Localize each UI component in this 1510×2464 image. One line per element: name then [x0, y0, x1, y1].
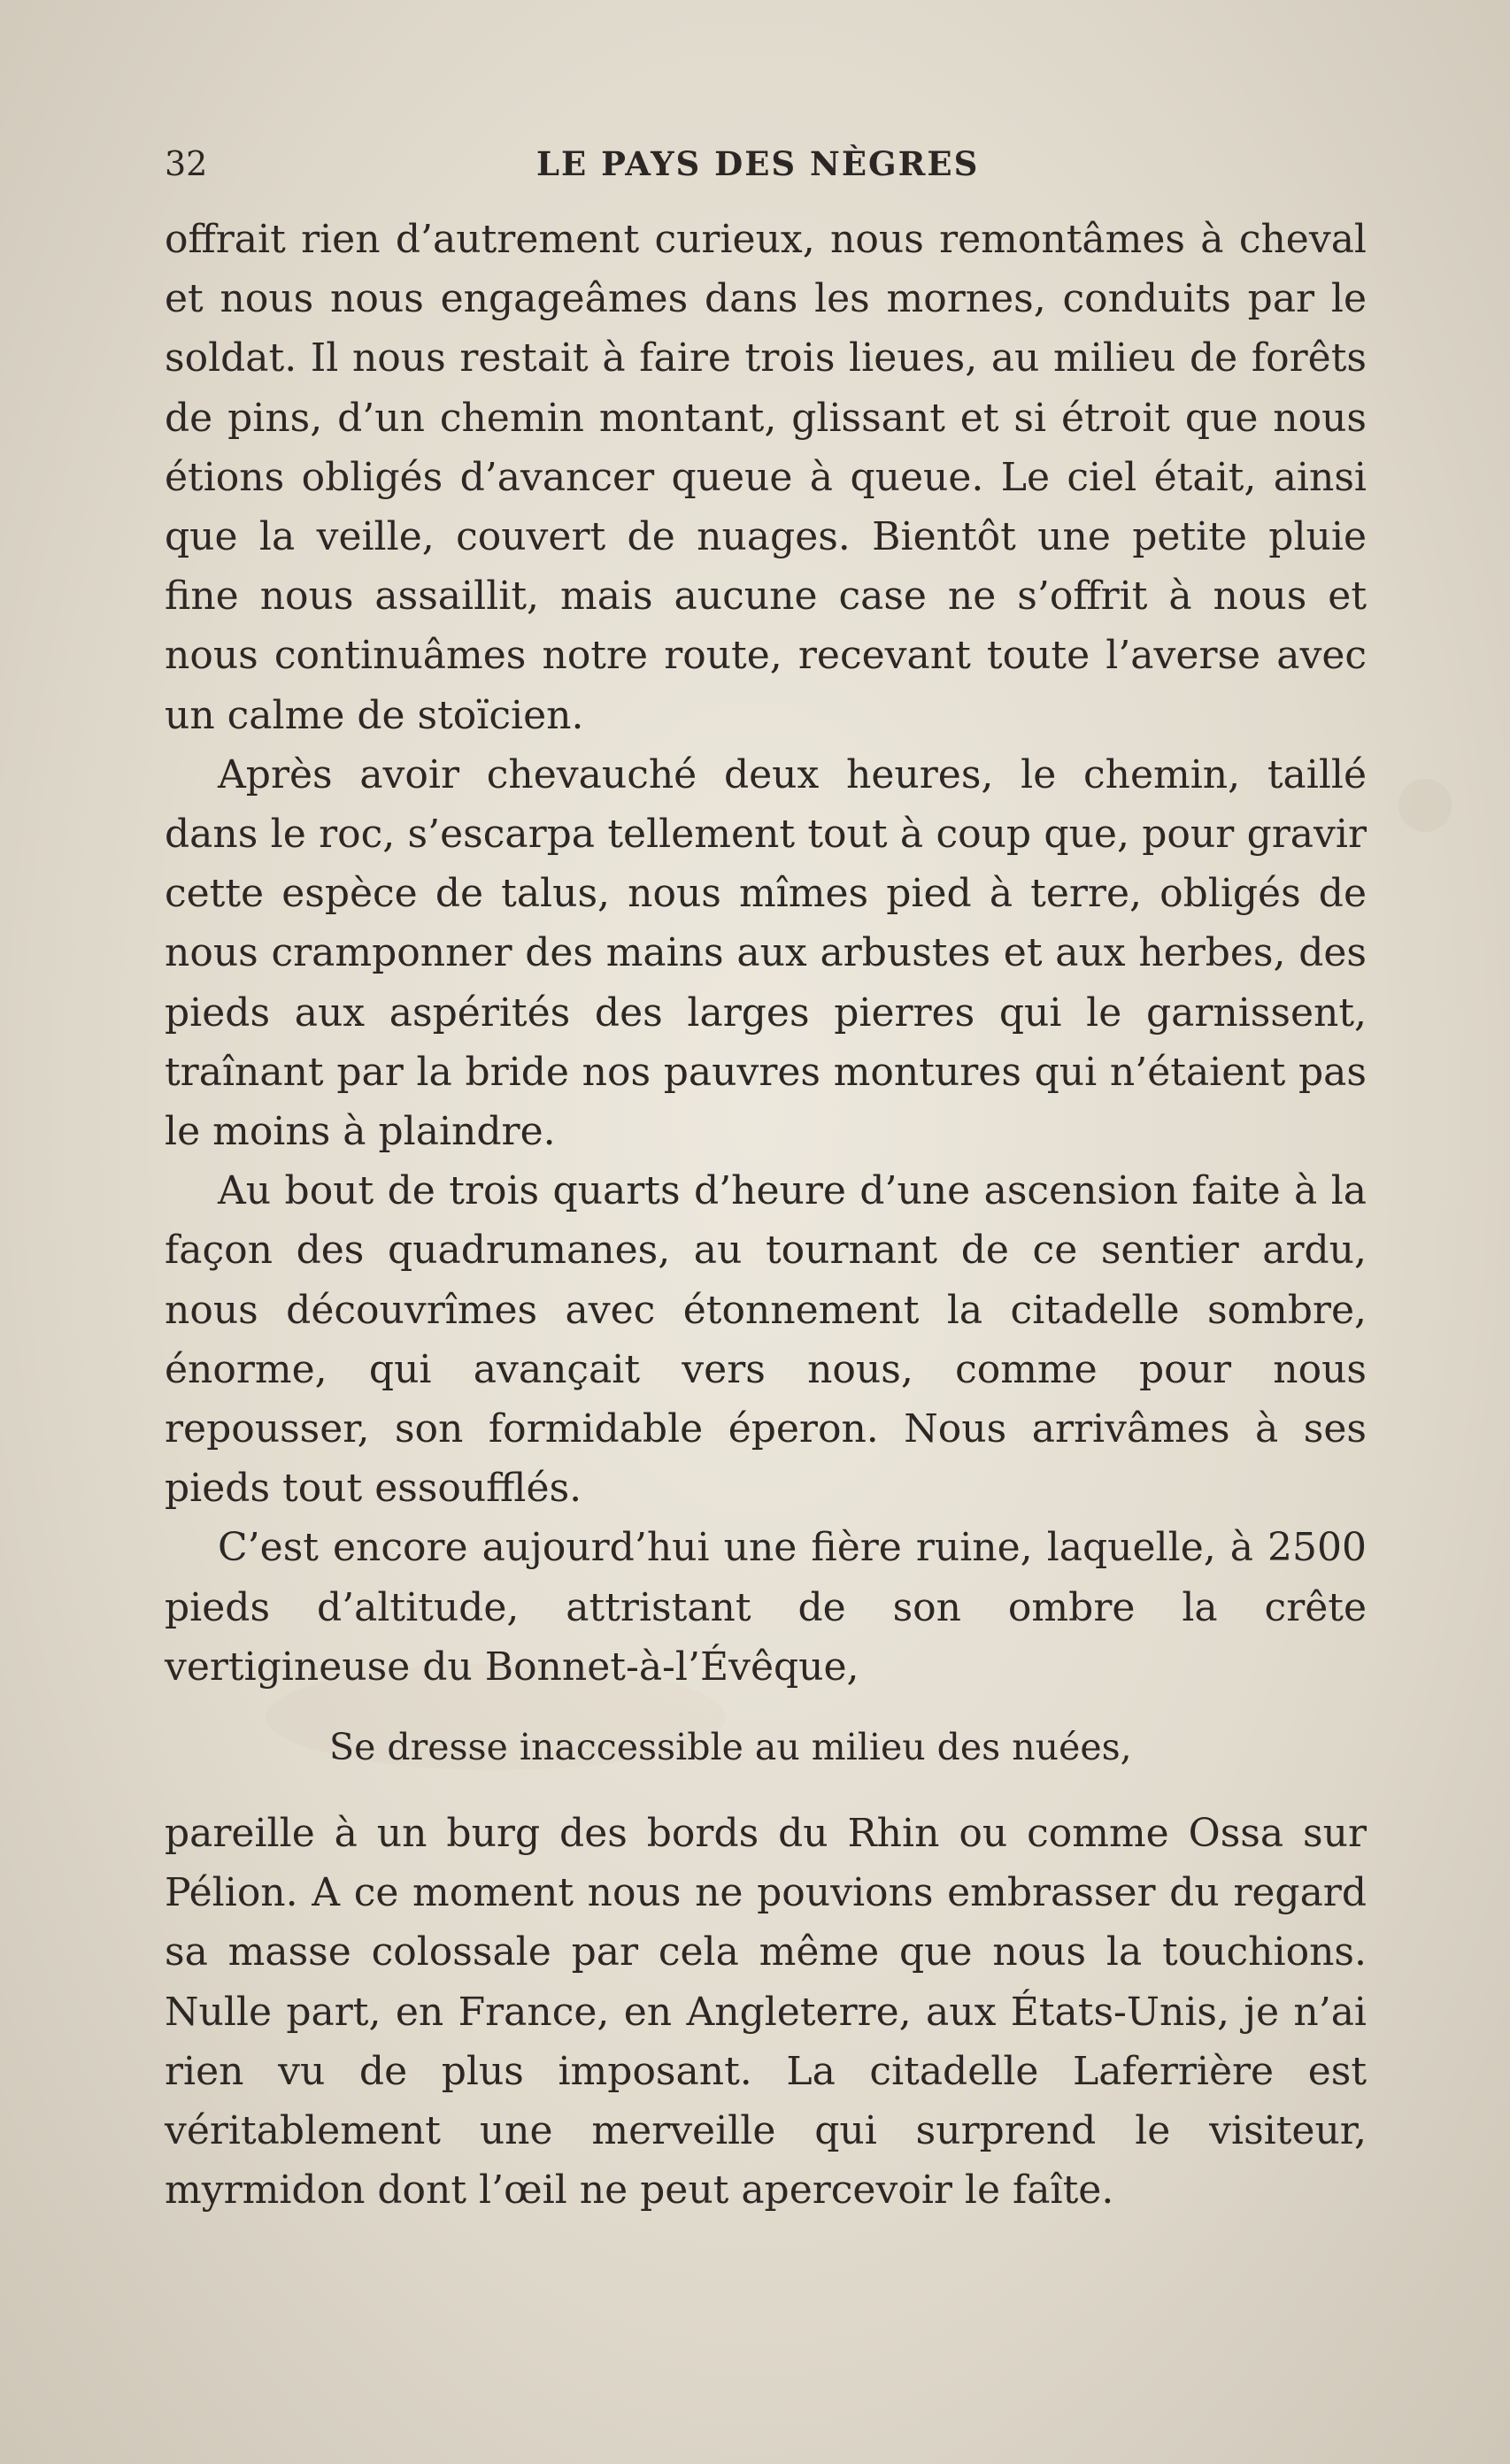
paper-stain	[1398, 779, 1452, 832]
paragraph-1: offrait rien d’autrement curieux, nous remontâmes à cheval et nous nous engageâmes dans les mornes, conduits par le soldat. Il nous restait à faire trois lieues, au milieu de forêts de pins, d’un chemin montant, glissant et si étroit que nous étions obligés d’avancer queue à queue. Le ciel était, ainsi que la veille, couvert de nuages. Bientôt une petite pluie fine nous assaillit, mais aucune case ne s’offrit à nous et nous continuâmes notre route, recevant toute l’averse avec un calme de stoïcien.	[165, 217, 1367, 738]
page-number: 32	[165, 144, 208, 183]
body-text	[165, 210, 1367, 2221]
paragraph-5: pareille à un burg des bords du Rhin ou comme Ossa sur Pélion. A ce moment nous ne pouvions embrasser du regard sa masse colossale par cela même que nous la touchions. Nulle part, en France, en Angleterre, aux États-Unis, je n’ai rien vu de plus imposant. La citadelle Laferrière est véritablement une merveille qui surprend le visiteur, myrmidon dont l’œil ne peut apercevoir le faîte.	[165, 1811, 1367, 2214]
verse-quote: Se dresse inaccessible au milieu des nuées,	[329, 1726, 1132, 1769]
running-title: LE PAYS DES NÈGRES	[536, 144, 980, 183]
paragraph-4: C’est encore aujourd’hui une fière ruine, laquelle, à 2500 pieds d’altitude, attristant de son ombre la crête vertigineuse du Bonnet-à-l’Évêque,	[165, 1525, 1367, 1690]
paragraph-3: Au bout de trois quarts d’heure d’une ascension faite à la façon des quadrumanes, au tournant de ce sentier ardu, nous découvrîmes avec étonnement la citadelle sombre, énorme, qui avançait vers nous, comme pour nous repousser, son formidable éperon. Nous arrivâmes à ses pieds tout essoufflés.	[165, 1168, 1367, 1512]
paragraph-2: Après avoir chevauché deux heures, le chemin, taillé dans le roc, s’escarpa tellement tout à coup que, pour gravir cette espèce de talus, nous mîmes pied à terre, obligés de nous cramponner des mains aux arbustes et aux herbes, des pieds aux aspérités des larges pierres qui le garnissent, traînant par la bride nos pauvres montures qui n’étaient pas le moins à plaindre.	[165, 751, 1367, 1155]
page-header	[165, 137, 1367, 190]
